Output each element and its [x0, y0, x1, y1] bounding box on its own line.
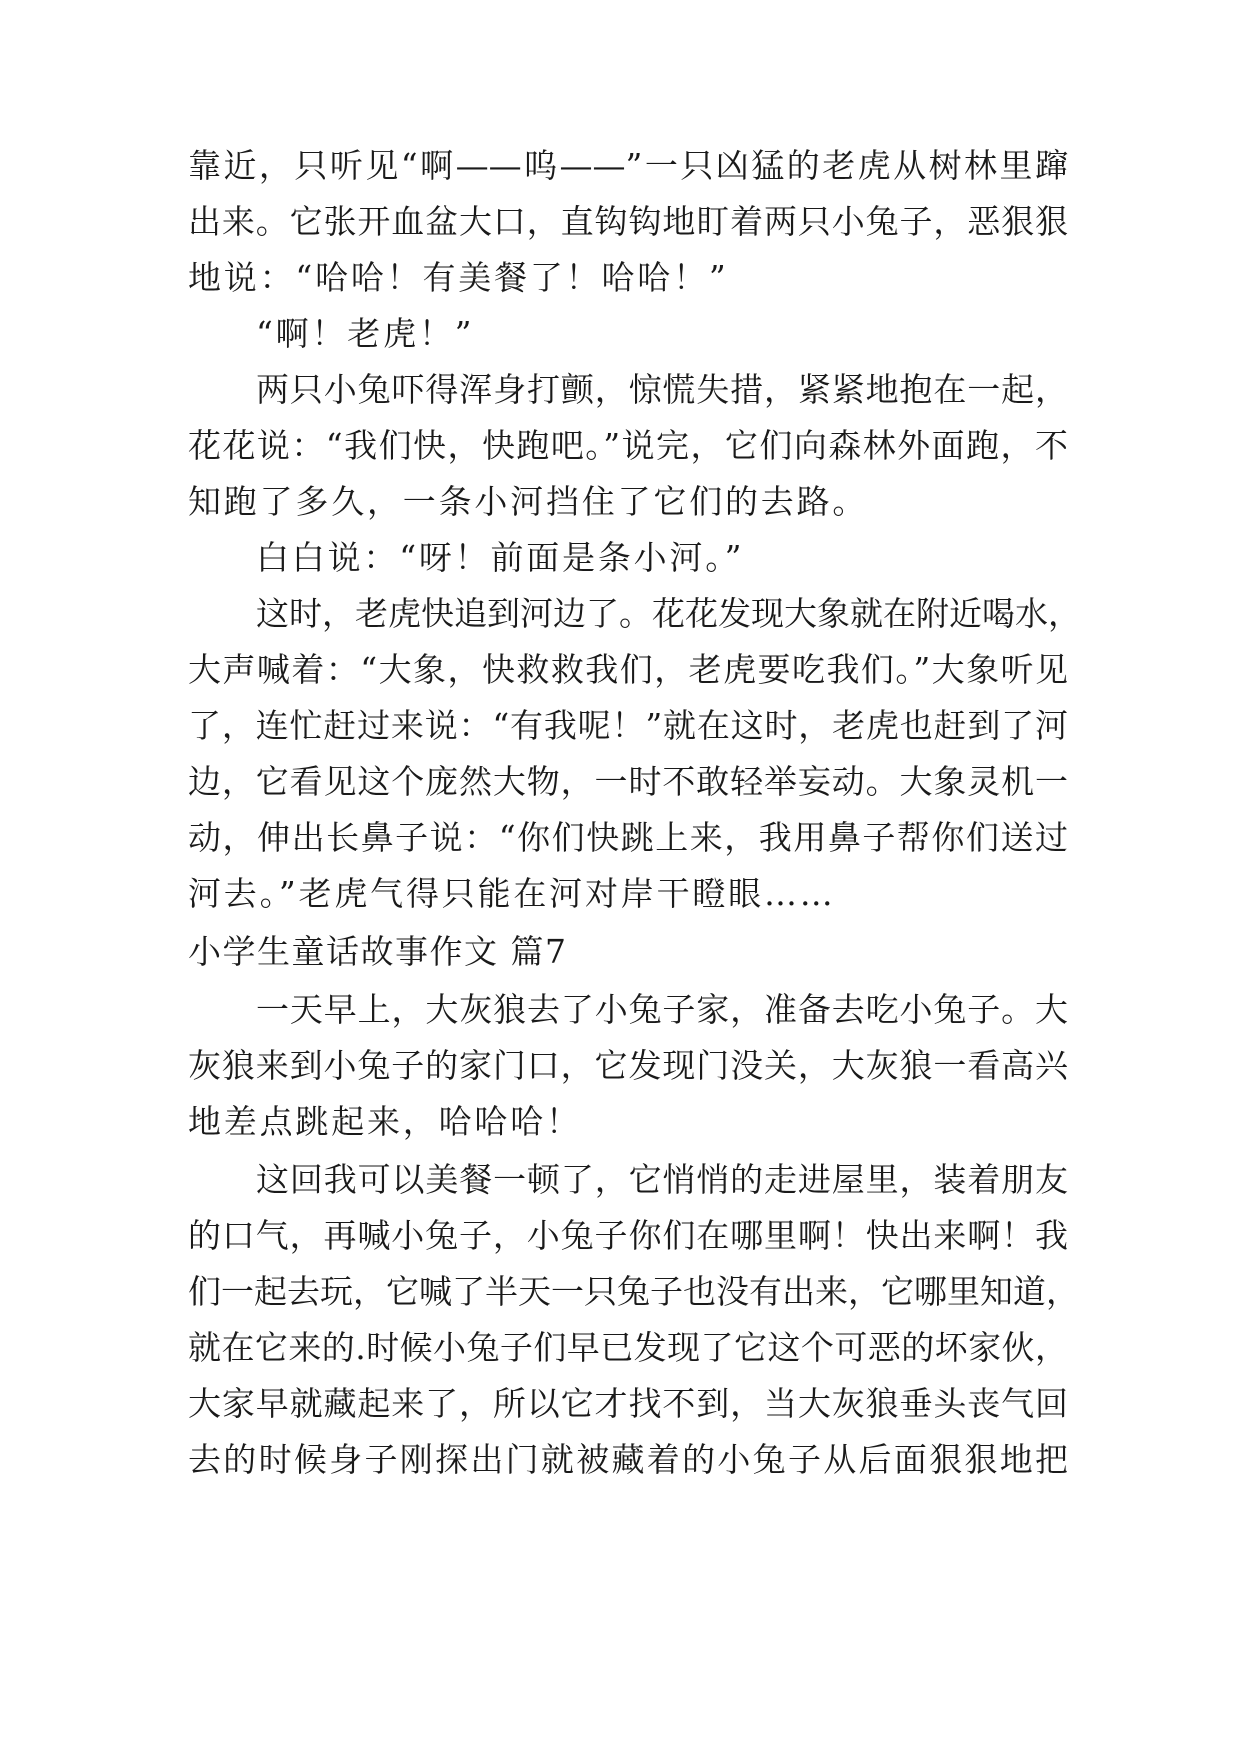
text-line: 白白说：“呀！前面是条小河。” — [256, 538, 745, 577]
text-line: 的口气，再喊小兔子，小兔子你们在哪里啊！快出来啊！我 — [188, 1216, 1068, 1255]
text-line: 这回我可以美餐一顿了，它悄悄的走进屋里，装着朋友 — [256, 1160, 1068, 1199]
text-line: 靠近，只听见“啊——呜——”一只凶猛的老虎从树林里蹿 — [188, 146, 1068, 185]
text-line: 大家早就藏起来了，所以它才找不到，当大灰狼垂头丧气回 — [188, 1384, 1068, 1423]
text-line: 一天早上，大灰狼去了小兔子家，准备去吃小兔子。大 — [256, 990, 1068, 1029]
text-line: 出来。它张开血盆大口，直钩钩地盯着两只小兔子，恶狠狠 — [188, 202, 1068, 241]
text-line: “啊！老虎！” — [256, 314, 475, 353]
text-line: 地说：“哈哈！有美餐了！哈哈！” — [188, 258, 729, 297]
text-line: 动，伸出长鼻子说：“你们快跳上来，我用鼻子帮你们送过 — [188, 818, 1068, 857]
text-line: 们一起去玩，它喊了半天一只兔子也没有出来，它哪里知道， — [188, 1272, 1079, 1311]
text-line: 大声喊着：“大象，快救救我们，老虎要吃我们。”大象听见 — [188, 650, 1068, 689]
text-line: 就在它来的.时候小兔子们早已发现了它这个可恶的坏家伙， — [188, 1328, 1068, 1367]
text-line: 灰狼来到小兔子的家门口，它发现门没关，大灰狼一看高兴 — [188, 1046, 1068, 1085]
text-line: 两只小兔吓得浑身打颤，惊慌失措，紧紧地抱在一起， — [256, 370, 1068, 409]
text-line: 这时，老虎快追到河边了。花花发现大象就在附近喝水， — [256, 594, 1081, 633]
section-heading: 小学生童话故事作文 篇7 — [188, 932, 568, 971]
text-line: 了，连忙赶过来说：“有我呢！”就在这时，老虎也赶到了河 — [188, 706, 1068, 745]
text-line: 花花说：“我们快，快跑吧。”说完，它们向森林外面跑，不 — [188, 426, 1068, 465]
text-line: 河去。”老虎气得只能在河对岸干瞪眼…… — [188, 874, 836, 913]
text-line: 地差点跳起来，哈哈哈！ — [188, 1102, 582, 1141]
text-line: 去的时候身子刚探出门就被藏着的小兔子从后面狠狠地把 — [188, 1440, 1068, 1479]
text-line: 边，它看见这个庞然大物，一时不敢轻举妄动。大象灵机一 — [188, 762, 1068, 801]
text-line: 知跑了多久，一条小河挡住了它们的去路。 — [188, 482, 869, 521]
